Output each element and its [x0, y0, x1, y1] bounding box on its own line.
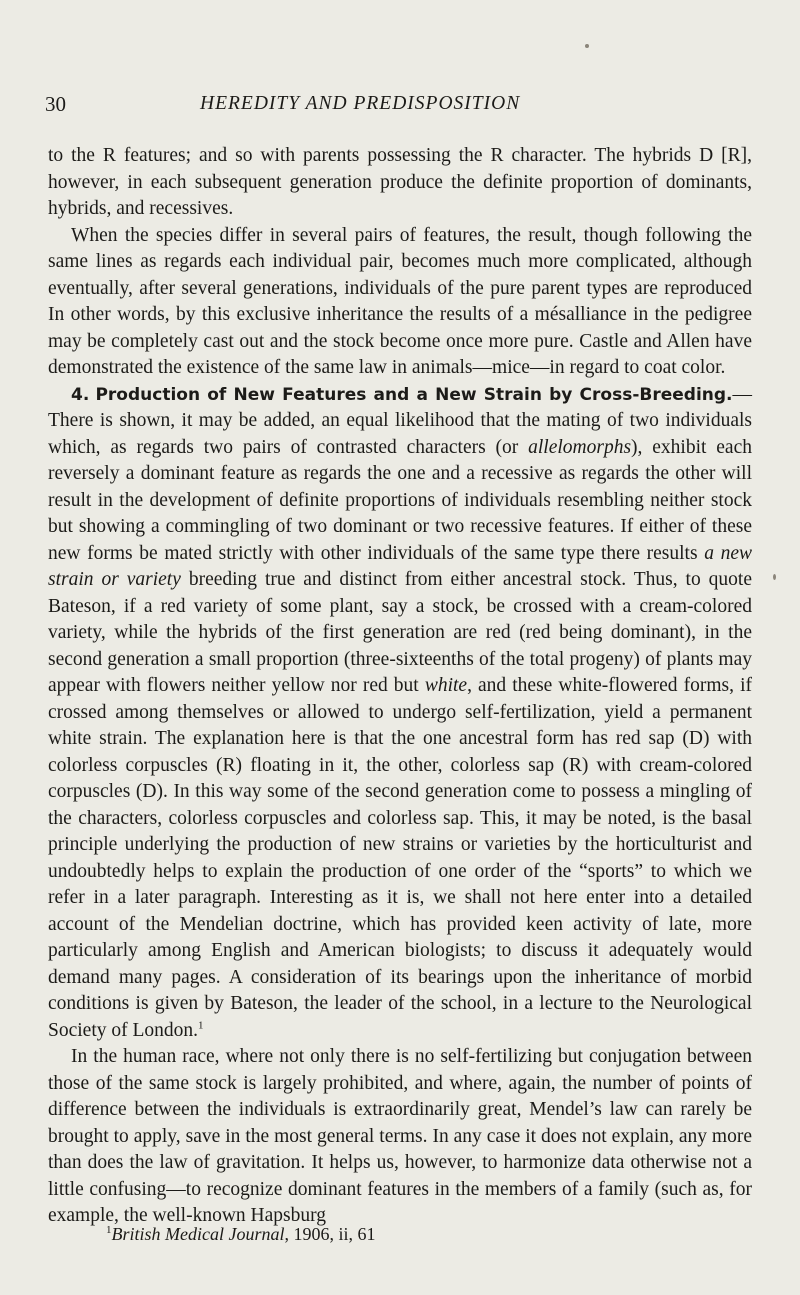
paragraph-human-race: In the human race, where not only there is no self-fertilizing but conjugation between those of the same stock is largely prohibited, and where, again, the number of points of difference between the individuals is extraordinarily great, Mendel’s law can rarely be brought to apply, save in the most general terms. In any case it does not explain, any more than does the law of gravitation. It helps us, however, to harmonize data otherwise not a little confusing—to recognize dominant features in the members of a family (such as, for example, the well-known Hapsburg: [48, 1046, 752, 1226]
italic-term: a new strain or variety: [48, 542, 752, 590]
footnote-mark: 1: [198, 1019, 204, 1031]
paragraph-section-4: [48, 382, 752, 1045]
italic-term: white: [424, 675, 468, 696]
footnote-number: 1: [106, 1224, 112, 1236]
italic-term: allelomorphs: [528, 436, 632, 458]
footnote-citation: , 1906, ii, 61: [284, 1224, 376, 1244]
running-head: HEREDITY AND PREDISPOSITION: [200, 93, 521, 114]
section-text: breeding true and distinct from either ancestral stock. Thus, to quote Bateson, if a red variety of some plant, say a stock, be crossed with a cream-colored variety, while the hybrids of the first generation are red (red being dominant), in the second generation a small proportion (three-sixteenths of the total progeny) of plants may appear with flowers neither yellow nor red but: [48, 569, 752, 696]
ink-speck: [773, 574, 776, 580]
paragraph-continued: to the R features; and so with parents possessing the R character. The hybrids D [R], however, in each subsequent generation produce the definite proportion of dominants, hybrids, and recessives.: [48, 145, 752, 219]
footnote-journal: British Medical Journal: [111, 1224, 285, 1244]
ink-speck: [585, 44, 589, 48]
paragraph-several-pairs: When the species differ in several pairs of features, the result, though following the same lines as regards each individual pair, becomes much more complicated, although eventually, after several generations, individuals of the pure parent types are reproduced In other words, by this exclusive inheritance the results of a mésalliance in the pedigree may be completely cast out and the stock become once more pure. Castle and Allen have demonstrated the existence of the same law in animals—mice—in regard to coat color.: [48, 224, 752, 378]
footnote: [106, 1225, 376, 1243]
section-text: , and these white-flowered forms, if crossed among themselves or allowed to undergo self-fertilization, yield a permanent white strain. The explanation here is that the one ancestral form has red sap (D) with colorless corpuscles (R) floating in it, the other, colorless sap (R) with cream-colored corpuscles (D). In this way some of the second generation come to possess a mingling of the characters, colorless corpuscles and colorless sap. This, it may be noted, is the basal principle underlying the production of new strains or varieties by the horticulturist and undoubtedly helps to explain the production of one order of the “sports” to which we refer in a later paragraph. Interesting as it is, we shall not here enter into a detailed account of the Mendelian doctrine, which has provided keen activity of late, more particularly among English and American biologists; to discuss it adequately would demand many pages. A consideration of its bearings upon the inheritance of morbid conditions is given by Bateson, the leader of the school, in a lecture to the Neurological Society of London.: [48, 675, 752, 1041]
body-text: [48, 143, 752, 1230]
section-text: —There is shown, it may be added, an equal likelihood that the mating of two individuals which, as regards two pairs of contrasted characters (or: [48, 383, 753, 458]
section-title: Production of New Features and a New Strain by Cross-Breeding.: [95, 384, 733, 405]
page-number: 30: [45, 92, 66, 116]
section-text: ), exhibit each reversely a dominant feature as regards the one and a recessive as regards the other will result in the development of definite proportions of individuals resembling neither stock but showing a commingling of two dominant or two recessive features. If either of these new forms be mated strictly with other individuals of the same type there results: [48, 436, 752, 564]
section-number: 4.: [71, 384, 90, 405]
